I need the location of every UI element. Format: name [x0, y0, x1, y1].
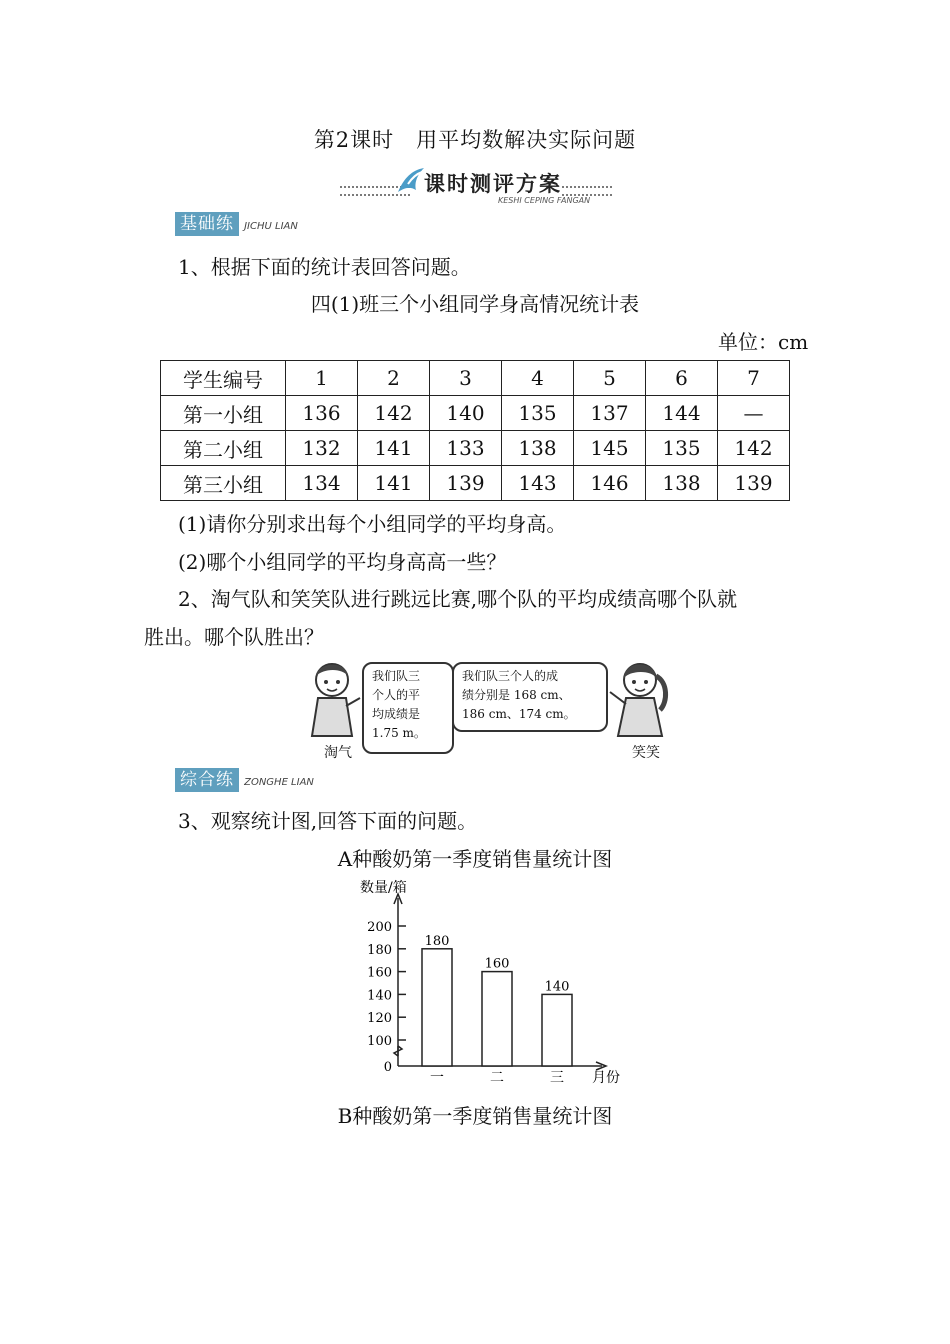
- section-banner: [340, 164, 612, 210]
- badge-label: 综合练: [175, 768, 239, 792]
- table-row: [161, 431, 790, 466]
- x-tick-label: 二: [490, 1070, 504, 1086]
- table-cell: 6: [646, 361, 718, 396]
- table-unit: 单位：cm: [718, 330, 809, 354]
- table-cell: 138: [502, 431, 574, 466]
- table-cell: —: [718, 396, 790, 431]
- banner-subtitle: KESHI CEPING FANGAN: [498, 196, 591, 205]
- banner-dash-right: [562, 186, 612, 196]
- chart-a-bar-chart: [340, 870, 660, 1090]
- table-cell: 第二小组: [161, 431, 286, 466]
- table-cell: 146: [574, 466, 646, 501]
- table-cell: 135: [502, 396, 574, 431]
- bubble-line: 1.75 m。: [372, 726, 426, 740]
- bar-value-label: 160: [484, 956, 510, 972]
- y-axis-label: 数量/箱: [360, 880, 407, 896]
- table-cell: 7: [718, 361, 790, 396]
- xiaoxiao-name: 笑笑: [632, 745, 660, 761]
- bar-value-label: 140: [544, 979, 570, 995]
- section-badge-combined: [175, 768, 314, 792]
- table-cell: 142: [718, 431, 790, 466]
- y-tick-label: 200: [367, 920, 392, 935]
- table-cell: 142: [358, 396, 430, 431]
- bubble-line: 186 cm、174 cm。: [462, 707, 576, 721]
- bird-logo-icon: [394, 164, 428, 198]
- badge-label: 基础练: [175, 212, 239, 236]
- table-cell: 140: [430, 396, 502, 431]
- chart-b-title: B种酸奶第一季度销售量统计图: [337, 1104, 613, 1128]
- section-badge-basic: [175, 212, 298, 236]
- badge-sublabel: ZONGHE LIAN: [244, 777, 314, 788]
- table-cell: 第三小组: [161, 466, 286, 501]
- x-axis-label: 月份: [592, 1070, 620, 1086]
- girl-xiaoxiao-icon: [608, 658, 674, 744]
- taoqi-speech-bubble: [362, 662, 454, 754]
- y-tick-label: 120: [367, 1011, 392, 1027]
- table-cell: 134: [286, 466, 358, 501]
- q1-subquestion-1: (1)请你分别求出每个小组同学的平均身高。: [178, 512, 567, 536]
- q3-prompt: 3、观察统计图,回答下面的问题。: [178, 809, 478, 833]
- y-tick-label: 180: [367, 942, 392, 958]
- bubble-line: 均成绩是: [372, 707, 421, 721]
- x-tick-label: 一: [430, 1070, 444, 1086]
- table-cell: 第一小组: [161, 396, 286, 431]
- bubble-line: 我们队三: [372, 669, 421, 683]
- table-cell: 143: [502, 466, 574, 501]
- bubble-line: 个人的平: [372, 688, 421, 702]
- q2-text-line-2: 胜出。哪个队胜出？: [144, 625, 324, 649]
- table-cell: 141: [358, 431, 430, 466]
- lesson-title: 第2课时 用平均数解决实际问题: [313, 128, 637, 152]
- bar: [422, 949, 452, 1066]
- badge-sublabel: JICHU LIAN: [244, 221, 298, 232]
- table-cell: 3: [430, 361, 502, 396]
- bubble-line: 绩分别是 168 cm、: [462, 688, 571, 702]
- table-cell: 135: [646, 431, 718, 466]
- table-cell: 141: [358, 466, 430, 501]
- taoqi-name: 淘气: [324, 745, 352, 761]
- table-cell: 139: [718, 466, 790, 501]
- table-header-row: [161, 361, 790, 396]
- height-stats-table: [160, 360, 790, 501]
- chart-a-title: A种酸奶第一季度销售量统计图: [337, 847, 613, 871]
- x-tick-label: 三: [550, 1070, 564, 1086]
- table-title: 四(1)班三个小组同学身高情况统计表: [310, 292, 640, 316]
- xiaoxiao-speech-bubble: [452, 662, 608, 732]
- y-tick-label: 160: [367, 965, 392, 981]
- q2-illustration: [306, 658, 676, 762]
- banner-title: 课时测评方案: [424, 172, 562, 196]
- table-cell: 学生编号: [161, 361, 286, 396]
- table-cell: 144: [646, 396, 718, 431]
- table-cell: 1: [286, 361, 358, 396]
- bubble-line: 我们队三个人的成: [462, 669, 559, 683]
- bar: [482, 972, 512, 1066]
- q1-prompt: 1、根据下面的统计表回答问题。: [178, 255, 471, 279]
- y-tick-label: 140: [367, 988, 392, 1004]
- y-tick-label: 100: [367, 1034, 392, 1049]
- table-cell: 139: [430, 466, 502, 501]
- table-cell: 132: [286, 431, 358, 466]
- table-cell: 137: [574, 396, 646, 431]
- table-cell: 133: [430, 431, 502, 466]
- table-cell: 145: [574, 431, 646, 466]
- bar-value-label: 180: [424, 933, 450, 949]
- table-row: [161, 466, 790, 501]
- y-tick-label: 0: [383, 1060, 392, 1075]
- table-row: [161, 396, 790, 431]
- boy-taoqi-icon: [306, 658, 362, 744]
- table-cell: 2: [358, 361, 430, 396]
- table-cell: 4: [502, 361, 574, 396]
- q1-subquestion-2: (2)哪个小组同学的平均身高高一些？: [178, 550, 507, 574]
- table-cell: 5: [574, 361, 646, 396]
- table-cell: 136: [286, 396, 358, 431]
- table-cell: 138: [646, 466, 718, 501]
- bar: [542, 994, 572, 1066]
- q2-text-line-1: 2、淘气队和笑笑队进行跳远比赛,哪个队的平均成绩高哪个队就: [178, 587, 738, 611]
